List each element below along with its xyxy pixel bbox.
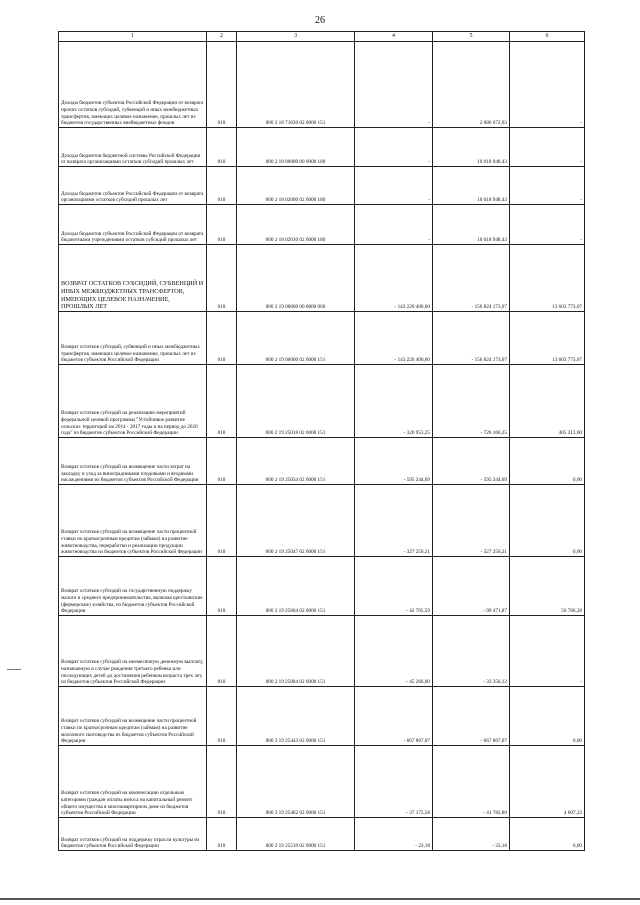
row-value-col4: - 23,18 <box>355 818 433 851</box>
row-budget-code: 000 2 18 02010 02 0000 180 <box>237 205 355 245</box>
row-value-col6: - <box>510 205 585 245</box>
header-col-5: 5 <box>433 32 510 42</box>
row-line-code: 010 <box>207 128 237 167</box>
table-row <box>59 687 585 746</box>
row-line-code: 010 <box>207 42 237 128</box>
table-row <box>59 746 585 818</box>
row-value-col4: - 143 220 400,00 <box>355 312 433 365</box>
row-description: Доходы бюджетов субъектов Российской Федерации от возврата бюджетными учреждениями остатков субсидий прошлых лет <box>59 205 207 245</box>
row-value-col4: - 143 220 400,00 <box>355 245 433 312</box>
header-row <box>59 32 585 42</box>
row-description: Возврат остатков субсидий на возмещение части процентной ставки по краткосрочным кредитам (займам) на развитие молочного скотоводства из бюджетов субъектов Российской Федерации <box>59 687 207 746</box>
table-row <box>59 557 585 616</box>
row-budget-code: 000 2 18 00000 00 0000 180 <box>237 128 355 167</box>
row-description: Возврат остатков субсидий на возмещение части затрат на закладку и уход за виноградниками плодовыми и ягодными насаждениями из бюджетов субъектов Российской Федерации <box>59 438 207 485</box>
table-row <box>59 818 585 851</box>
row-value-col4: - <box>355 42 433 128</box>
row-budget-code: 000 2 19 00000 00 0000 000 <box>237 245 355 312</box>
row-value-col5: - 156 824 173,07 <box>433 312 510 365</box>
row-line-code: 010 <box>207 616 237 687</box>
header-col-2: 2 <box>207 32 237 42</box>
row-line-code: 010 <box>207 557 237 616</box>
row-budget-code: 000 2 19 25064 02 0000 151 <box>237 557 355 616</box>
row-description: Доходы бюджетов субъектов Российской Федерации от возврата организациями остатков субсидий прошлых лет <box>59 167 207 205</box>
table-row <box>59 312 585 365</box>
row-value-col5: 2 086 672,83 <box>433 42 510 128</box>
row-value-col5: - 41 782,80 <box>433 746 510 818</box>
scan-artifact-line <box>7 669 21 670</box>
row-line-code: 010 <box>207 438 237 485</box>
row-value-col5: - 23,18 <box>433 818 510 851</box>
row-value-col5: - 595 244,69 <box>433 438 510 485</box>
row-description: Возврат остатков субсидий на возмещение части процентной ставки по краткосрочным кредитам (займам) на развитие животноводства, переработки и реализации продукции животноводства из бюджетов субъектов Российской Федерации <box>59 485 207 557</box>
row-budget-code: 000 2 18 71030 02 0000 151 <box>237 42 355 128</box>
page-bottom-rule <box>0 898 640 900</box>
row-value-col5: 10 018 948,43 <box>433 167 510 205</box>
row-budget-code: 000 2 18 02000 02 0000 180 <box>237 167 355 205</box>
header-col-3: 3 <box>237 32 355 42</box>
row-line-code: 010 <box>207 205 237 245</box>
row-value-col5: - 726 166,25 <box>433 365 510 438</box>
row-value-col4: - 42 705,59 <box>355 557 433 616</box>
table-row <box>59 167 585 205</box>
row-value-col5: - 667 867,07 <box>433 687 510 746</box>
row-value-col5: - 327 250,21 <box>433 485 510 557</box>
row-value-col5: 10 018 948,43 <box>433 128 510 167</box>
row-budget-code: 000 2 19 25034 02 0000 151 <box>237 438 355 485</box>
header-col-1: 1 <box>59 32 207 42</box>
row-value-col4: - 667 867,07 <box>355 687 433 746</box>
row-budget-code: 000 2 19 25443 02 0000 151 <box>237 687 355 746</box>
row-value-col5: 10 018 948,43 <box>433 205 510 245</box>
row-description: ВОЗВРАТ ОСТАТКОВ СУБСИДИЙ, СУБВЕНЦИЙ И ИНЫХ МЕЖБЮДЖЕТНЫХ ТРАНСФЕРТОВ, ИМЕЮЩИХ ЦЕЛЕВОЕ НАЗНАЧЕНИЕ, ПРОШЛЫХ ЛЕТ <box>59 245 207 312</box>
row-value-col6: 56 766,28 <box>510 557 585 616</box>
header-col-4: 4 <box>355 32 433 42</box>
row-line-code: 010 <box>207 312 237 365</box>
row-value-col4: - 595 244,69 <box>355 438 433 485</box>
table-row <box>59 245 585 312</box>
row-description: Возврат остатков субсидий на компенсацию отдельным категориям граждан оплаты взноса на капитальный ремонт общего имущества в многоквартирном доме из бюджетов субъектов Российской Федерации <box>59 746 207 818</box>
row-line-code: 010 <box>207 818 237 851</box>
row-budget-code: 000 2 19 25047 02 0000 151 <box>237 485 355 557</box>
table-row <box>59 616 585 687</box>
table-row <box>59 438 585 485</box>
row-description: Возврат остатков субсидий на поддержку отрасли культуры из бюджетов субъектов Российской Федерации <box>59 818 207 851</box>
table-row <box>59 205 585 245</box>
row-value-col6: 0,00 <box>510 438 585 485</box>
row-value-col4: - <box>355 205 433 245</box>
row-line-code: 010 <box>207 746 237 818</box>
row-value-col4: - 45 266,00 <box>355 616 433 687</box>
row-budget-code: 000 2 19 00000 02 0000 151 <box>237 312 355 365</box>
row-line-code: 010 <box>207 167 237 205</box>
row-value-col6: 405 213,00 <box>510 365 585 438</box>
row-description: Доходы бюджетов субъектов Российской Федерации от возврата прочих остатков субсидий, субвенций и иных межбюджетных трансфертов, имеющих целевое назначение, прошлых лет из бюджетов государственных внебюджетных фондов <box>59 42 207 128</box>
row-description: Возврат остатков субсидий на реализацию мероприятий федеральной целевой программы "Устойчивое развитие сельских территорий на 2014 - 2017 годы и на период до 2020 года" из бюджетов субъектов Российской Федерации <box>59 365 207 438</box>
row-value-col6: - <box>510 128 585 167</box>
row-line-code: 010 <box>207 687 237 746</box>
row-value-col5: - 33 356,12 <box>433 616 510 687</box>
report-table <box>58 31 585 851</box>
row-value-col6: 0,00 <box>510 687 585 746</box>
row-value-col4: - 37 175,58 <box>355 746 433 818</box>
row-value-col6: 4 607,22 <box>510 746 585 818</box>
row-value-col5: - 99 471,87 <box>433 557 510 616</box>
table-row <box>59 42 585 128</box>
row-value-col4: - <box>355 167 433 205</box>
table-row <box>59 128 585 167</box>
row-line-code: 010 <box>207 485 237 557</box>
row-value-col4: - 320 953,25 <box>355 365 433 438</box>
row-description: Доходы бюджетов бюджетной системы Российской Федерации от возврата организациями остатков субсидий прошлых лет <box>59 128 207 167</box>
row-value-col4: - 327 250,21 <box>355 485 433 557</box>
row-value-col6: - <box>510 42 585 128</box>
row-value-col6: - <box>510 167 585 205</box>
row-value-col6: 13 603 773,07 <box>510 245 585 312</box>
table-row <box>59 365 585 438</box>
row-value-col6: 0,00 <box>510 485 585 557</box>
row-budget-code: 000 2 19 25084 02 0000 151 <box>237 616 355 687</box>
row-value-col6: - <box>510 616 585 687</box>
row-budget-code: 000 2 19 25519 02 0000 151 <box>237 818 355 851</box>
page-number: 26 <box>315 15 325 26</box>
table-row <box>59 485 585 557</box>
row-line-code: 010 <box>207 245 237 312</box>
row-budget-code: 000 2 19 25462 02 0000 151 <box>237 746 355 818</box>
row-budget-code: 000 2 19 25018 02 0000 151 <box>237 365 355 438</box>
row-value-col6: 13 603 773,07 <box>510 312 585 365</box>
row-description: Возврат остатков субсидий, субвенций и иных межбюджетных трансфертов, имеющих целевое назначение, прошлых лет из бюджетов субъектов Российской Федерации <box>59 312 207 365</box>
header-col-6: 6 <box>510 32 585 42</box>
row-line-code: 010 <box>207 365 237 438</box>
row-description: Возврат остатков субсидий на ежемесячную денежную выплату, назначаемую в случае рождения третьего ребенка или последующих детей до достижения ребенком возраста трех лет, из бюджетов субъектов Российской Федерации <box>59 616 207 687</box>
row-value-col4: - <box>355 128 433 167</box>
row-description: Возврат остатков субсидий на государственную поддержку малого и среднего предпринимательства, включая крестьянские (фермерские) хозяйства, из бюджетов субъектов Российской Федерации <box>59 557 207 616</box>
row-value-col5: - 156 824 173,07 <box>433 245 510 312</box>
row-value-col6: 0,00 <box>510 818 585 851</box>
